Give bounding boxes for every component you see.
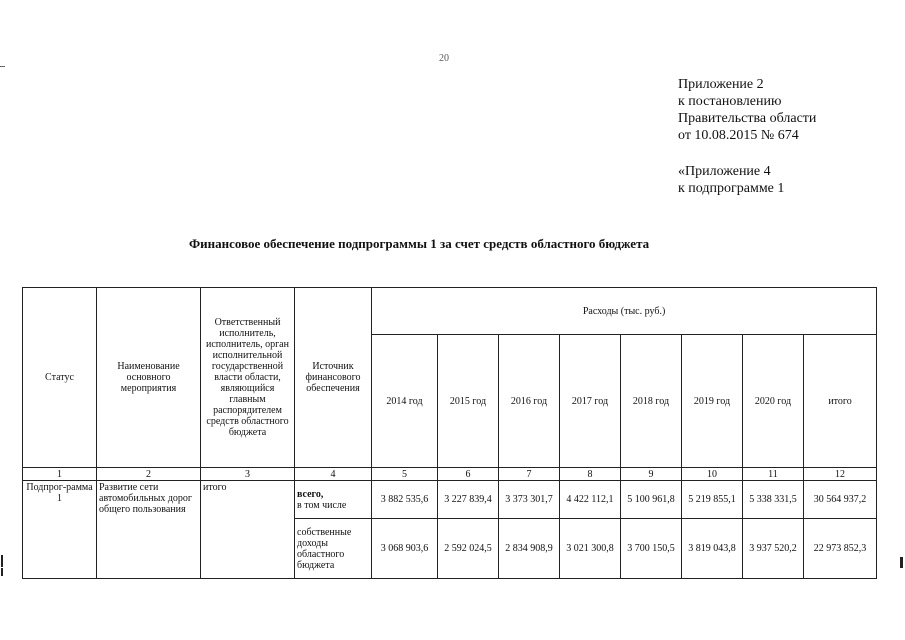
value-cell: 5 219 855,1 (682, 481, 743, 519)
header-year: итого (804, 335, 877, 468)
value-cell: 3 068 903,6 (372, 519, 438, 579)
value-cell: 3 021 300,8 (560, 519, 621, 579)
appendix-line: от 10.08.2015 № 674 (678, 128, 799, 143)
header-year: 2017 год (560, 335, 621, 468)
column-number: 5 (372, 468, 438, 481)
value-cell: 4 422 112,1 (560, 481, 621, 519)
value-cell: 22 973 852,3 (804, 519, 877, 579)
column-number: 9 (621, 468, 682, 481)
scan-edge-mark (1, 568, 3, 576)
value-cell: 5 338 331,5 (743, 481, 804, 519)
header-year: 2018 год (621, 335, 682, 468)
value-cell: 3 373 301,7 (499, 481, 560, 519)
header-year: 2014 год (372, 335, 438, 468)
page-number: 20 (439, 53, 449, 64)
header-measure-name: Наименование основного мероприятия (97, 288, 201, 468)
column-number: 7 (499, 468, 560, 481)
column-number: 4 (295, 468, 372, 481)
appendix-line: Приложение 2 (678, 77, 764, 92)
finance-table (22, 287, 877, 579)
header-year: 2016 год (499, 335, 560, 468)
value-cell: 2 834 908,9 (499, 519, 560, 579)
value-cell: 30 564 937,2 (804, 481, 877, 519)
header-year: 2020 год (743, 335, 804, 468)
appendix-line: «Приложение 4 (678, 164, 771, 179)
appendix-line: Правительства области (678, 111, 817, 126)
table-row-total (23, 481, 877, 519)
column-number: 11 (743, 468, 804, 481)
row-measure-name: Развитие сети автомобильных дорог общего пользования (97, 481, 201, 579)
source-total-note: в том числе (297, 499, 347, 511)
source-total-label: всего, (297, 488, 324, 500)
value-cell: 3 937 520,2 (743, 519, 804, 579)
column-number: 12 (804, 468, 877, 481)
column-number-row (23, 468, 877, 481)
scan-edge-mark (1, 555, 3, 567)
header-expenses: Расходы (тыс. руб.) (372, 288, 877, 335)
column-number: 10 (682, 468, 743, 481)
appendix-gap (678, 144, 816, 163)
column-number: 1 (23, 468, 97, 481)
document-title: Финансовое обеспечение подпрограммы 1 за счет средств областного бюджета (189, 236, 650, 251)
value-cell: 3 819 043,8 (682, 519, 743, 579)
row-status: Подпрог-рамма 1 (23, 481, 97, 579)
value-cell: 2 592 024,5 (438, 519, 499, 579)
value-cell: 3 227 839,4 (438, 481, 499, 519)
appendix-line: к подпрограмме 1 (678, 181, 785, 196)
value-cell: 3 882 535,6 (372, 481, 438, 519)
value-cell: 5 100 961,8 (621, 481, 682, 519)
header-year: 2015 год (438, 335, 499, 468)
column-number: 6 (438, 468, 499, 481)
row-source-own: собственные доходы областного бюджета (295, 519, 372, 579)
column-number: 2 (97, 468, 201, 481)
header-source: Источник финансового обеспечения (295, 288, 372, 468)
appendix-line: к постановлению (678, 94, 782, 109)
header-row (23, 288, 877, 335)
header-executor: Ответственный исполнитель, исполнитель, орган исполнительной государственной власти области, являющийся главным распорядителем средств областного бюджета (201, 288, 295, 468)
left-margin-mark (0, 66, 5, 67)
header-status: Статус (23, 288, 97, 468)
column-number: 3 (201, 468, 295, 481)
scan-edge-mark (900, 557, 903, 568)
column-number: 8 (560, 468, 621, 481)
value-cell: 3 700 150,5 (621, 519, 682, 579)
header-year: 2019 год (682, 335, 743, 468)
row-source-total (295, 481, 372, 519)
row-executor: итого (201, 481, 295, 579)
appendix-block (678, 76, 816, 197)
